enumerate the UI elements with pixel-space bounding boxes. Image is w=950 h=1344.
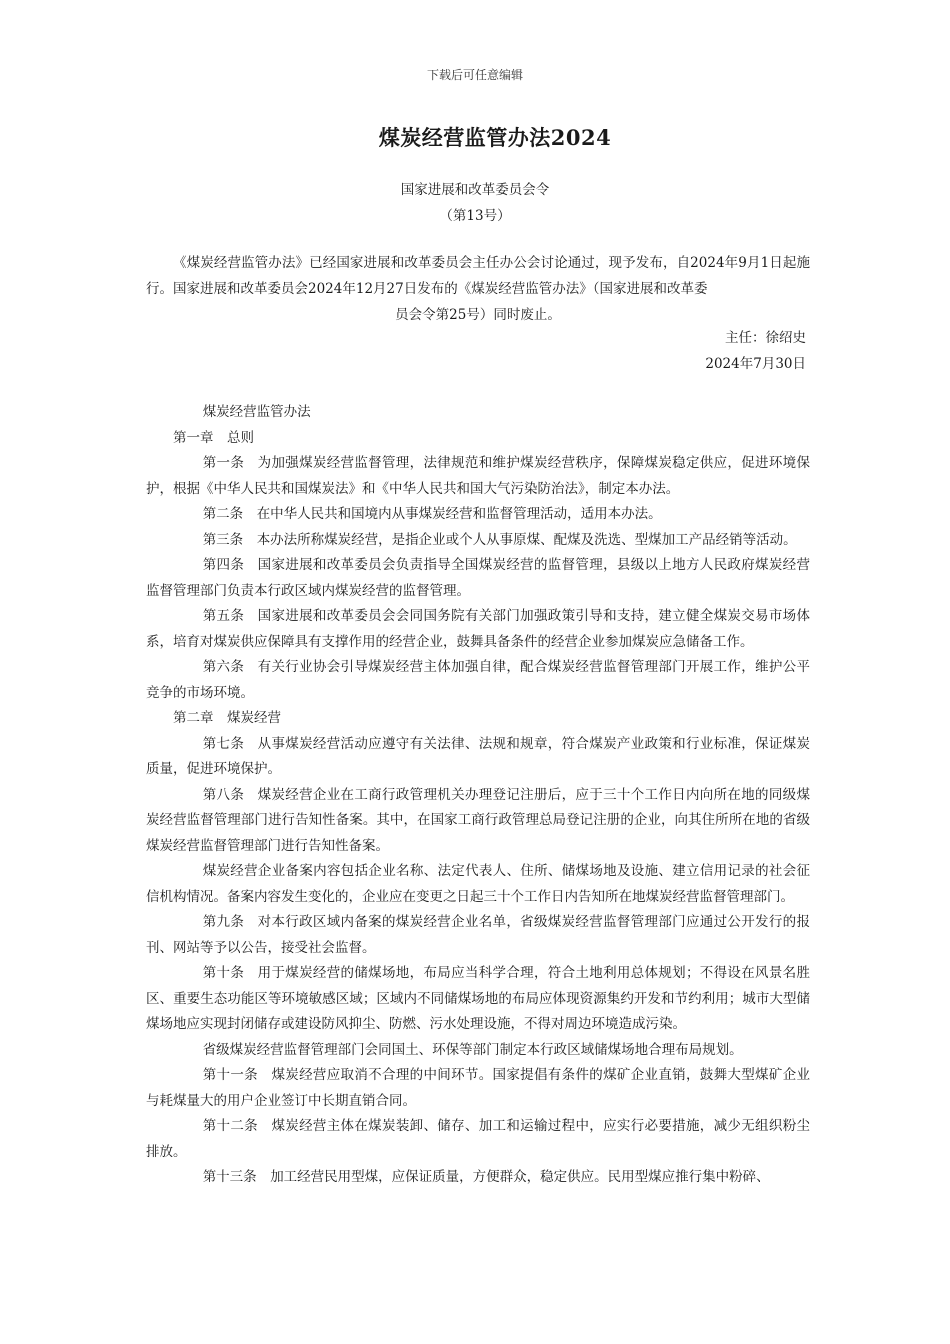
chapter-heading: 第二章 煤炭经营 (173, 710, 281, 726)
article-text: 加工经营民用型煤，应保证质量，方便群众，稳定供应。民用型煤应推行集中粉碎、 (270, 1169, 770, 1185)
document-body (146, 400, 810, 1191)
article (146, 1063, 810, 1114)
signature-director: 主任：徐绍史 (725, 330, 806, 346)
preamble-last-line: 员会令第25号）同时废止。 (395, 307, 561, 323)
chapter-heading: 第一章 总则 (173, 429, 254, 446)
article (146, 451, 810, 502)
article-label: 第五条 (202, 608, 245, 624)
preamble-text: 《煤炭经营监管办法》已经国家进展和改革委员会主任办公会讨论通过，现予发布，自2024年9月1日起施行。国家进展和改革委员会2024年12月27日发布的《煤炭经营监管办法》（国家进展和改革委 (146, 255, 810, 297)
article-text: 在中华人民共和国境内从事煤炭经营和监督管理活动，适用本办法。 (256, 506, 662, 522)
article-label: 第十三条 (202, 1169, 257, 1185)
article (146, 732, 810, 783)
preamble (146, 250, 810, 328)
article (146, 553, 810, 604)
article-text: 用于煤炭经营的储煤场地，布局应当科学合理，符合土地利用总体规划；不得设在风景名胜区、重要生态功能区等环境敏感区域；区域内不同储煤场地的布局应体现资源集约开发和节约利用；城市大型储煤场地应实现封闭储存或建设防风抑尘、防燃、污水处理设施，不得对周边环境造成污染。 (146, 965, 811, 1032)
article-text: 国家进展和改革委员会会同国务院有关部门加强政策引导和支持，建立健全煤炭交易市场体系，培育对煤炭供应保障具有支撑作用的经营企业，鼓舞具备条件的经营企业参加煤炭应急储备工作。 (146, 608, 811, 650)
order-number: （第13号） (439, 208, 511, 224)
order-issuer: 国家进展和改革委员会令 (400, 182, 550, 198)
article-text: 国家进展和改革委员会负责指导全国煤炭经营的监督管理，县级以上地方人民政府煤炭经营监督管理部门负责本行政区域内煤炭经营的监督管理。 (146, 557, 811, 599)
article-text: 有关行业协会引导煤炭经营主体加强自律，配合煤炭经营监督管理部门开展工作，维护公平竞争的市场环境。 (146, 659, 811, 701)
signature-date: 2024年7月30日 (705, 356, 806, 372)
article-label: 第七条 (202, 735, 245, 752)
article (146, 604, 810, 655)
article-label: 第十一条 (202, 1067, 258, 1083)
article-text: 从事煤炭经营活动应遵守有关法律、法规和规章，符合煤炭产业政策和行业标准，保证煤炭质量，促进环境保护。 (146, 735, 811, 777)
article-label: 第八条 (202, 786, 245, 803)
article-text: 煤炭经营主体在煤炭装卸、储存、加工和运输过程中，应实行必要措施，减少无组织粉尘排放。 (146, 1118, 811, 1160)
article (146, 1114, 810, 1165)
article-label: 第十二条 (202, 1118, 258, 1134)
article-label: 第二条 (202, 506, 244, 522)
article-paragraph: 煤炭经营企业备案内容包括企业名称、法定代表人、住所、储煤场地及设施、建立信用记录的社会征信机构情况。备案内容发生变化的，企业应在变更之日起三十个工作日内告知所在地煤炭经营监督管理部门。 (146, 863, 810, 905)
article-label: 第三条 (202, 531, 244, 548)
article (146, 502, 810, 528)
article (146, 910, 810, 961)
article-label: 第一条 (202, 455, 245, 471)
header-note: 下载后可任意编辑 (426, 68, 523, 82)
article (146, 961, 810, 1038)
article-label: 第十条 (202, 965, 245, 981)
article (146, 1165, 810, 1191)
article (146, 783, 810, 860)
page-title: 煤炭经营监管办法2024 (378, 125, 612, 150)
article-text: 本办法所称煤炭经营，是指企业或个人从事原煤、配煤及洗选、型煤加工产品经销等活动。 (256, 531, 797, 548)
article (146, 655, 810, 706)
article-paragraph: 省级煤炭经营监督管理部门会同国土、环保等部门制定本行政区域储煤场地合理布局规划。 (202, 1041, 743, 1058)
article (146, 528, 810, 554)
article-label: 第九条 (202, 914, 245, 930)
article-text: 煤炭经营应取消不合理的中间环节。国家提倡有条件的煤矿企业直销，鼓舞大型煤矿企业与耗煤量大的用户企业签订中长期直销合同。 (146, 1067, 811, 1109)
article-text: 为加强煤炭经营监督管理，法律规范和维护煤炭经营秩序，保障煤炭稳定供应，促进环境保护，根据《中华人民共和国煤炭法》和《中华人民共和国大气污染防治法》，制定本办法。 (146, 455, 811, 497)
doc-subtitle: 煤炭经营监管办法 (202, 404, 311, 420)
article-text: 煤炭经营企业在工商行政管理机关办理登记注册后，应于三十个工作日内向所在地的同级煤炭经营监督管理部门进行告知性备案。其中，在国家工商行政管理总局登记注册的企业，向其住所所在地的省级煤炭经营监督管理部门进行告知性备案。 (146, 786, 811, 854)
article-label: 第六条 (202, 659, 245, 675)
article-label: 第四条 (202, 557, 245, 573)
article-text: 对本行政区域内备案的煤炭经营企业名单，省级煤炭经营监督管理部门应通过公开发行的报刊、网站等予以公告，接受社会监督。 (146, 914, 811, 956)
